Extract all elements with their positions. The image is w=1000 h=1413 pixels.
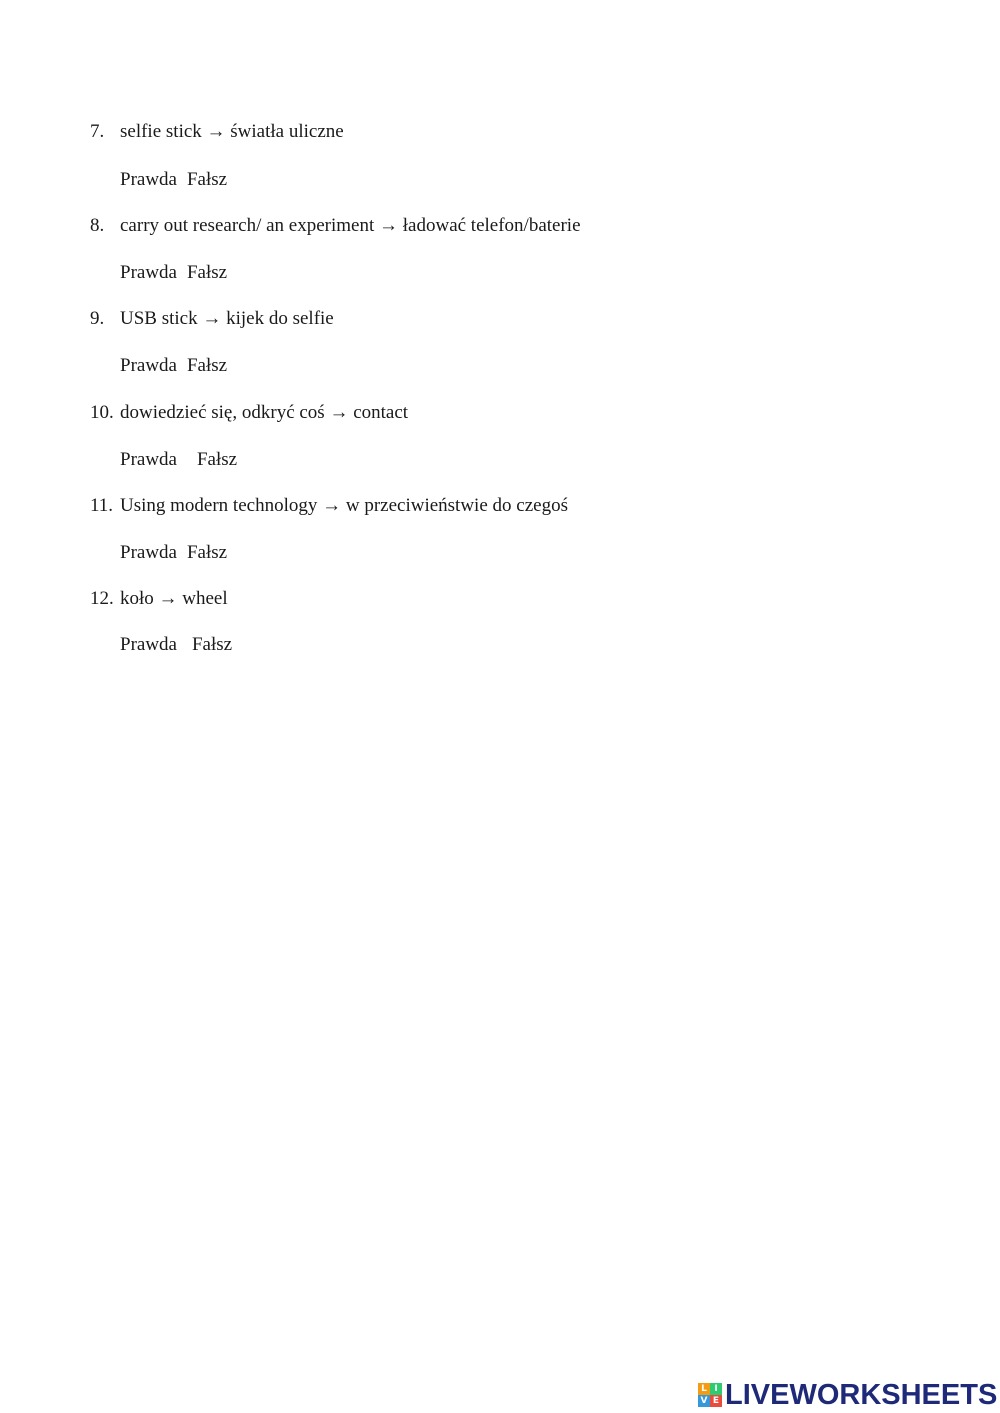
logo-cell: V [698,1395,710,1407]
question-number: 12. [90,588,114,609]
answers-8 [120,261,227,285]
question-text: koło → wheel [120,588,228,609]
option-true-8[interactable]: Prawda [120,262,177,283]
option-true-12[interactable]: Prawda [120,634,177,655]
question-number: 10. [90,402,114,423]
logo-cell: L [698,1383,710,1395]
option-true-11[interactable]: Prawda [120,542,177,563]
question-text: carry out research/ an experiment → ładować telefon/baterie [120,215,581,236]
question-number: 9. [90,308,105,329]
answers-10 [120,448,237,472]
question-number: 8. [90,215,105,236]
question-text: Using modern technology → w przeciwieństwie do czegoś [120,495,568,516]
logo-wordmark: LIVEWORKSHEETS [725,1379,998,1411]
liveworksheets-logo [698,1380,997,1410]
question-number: 7. [90,121,105,142]
question-8 [90,214,581,238]
option-false-9[interactable]: Fałsz [186,355,228,376]
question-12 [90,587,228,611]
question-10 [90,401,408,425]
question-9 [90,307,334,331]
question-text: selfie stick → światła uliczne [120,121,344,142]
answers-12 [120,633,232,657]
option-false-10[interactable]: Fałsz [196,449,238,470]
option-true-7[interactable]: Prawda [120,169,177,190]
option-true-9[interactable]: Prawda [120,355,177,376]
question-11 [90,494,568,518]
option-false-11[interactable]: Fałsz [186,542,228,563]
option-false-7[interactable]: Fałsz [186,169,228,190]
option-false-8[interactable]: Fałsz [186,262,228,283]
logo-cell: E [710,1395,722,1407]
option-false-12[interactable]: Fałsz [191,634,233,655]
logo-cell: I [710,1383,722,1395]
logo-mark-icon [698,1383,722,1407]
option-true-10[interactable]: Prawda [120,449,177,470]
question-7 [90,120,344,144]
question-text: USB stick → kijek do selfie [120,308,334,329]
answers-9 [120,354,227,378]
question-text: dowiedzieć się, odkryć coś → contact [120,402,409,423]
answers-7 [120,168,227,192]
question-number: 11. [90,495,114,516]
answers-11 [120,541,227,565]
